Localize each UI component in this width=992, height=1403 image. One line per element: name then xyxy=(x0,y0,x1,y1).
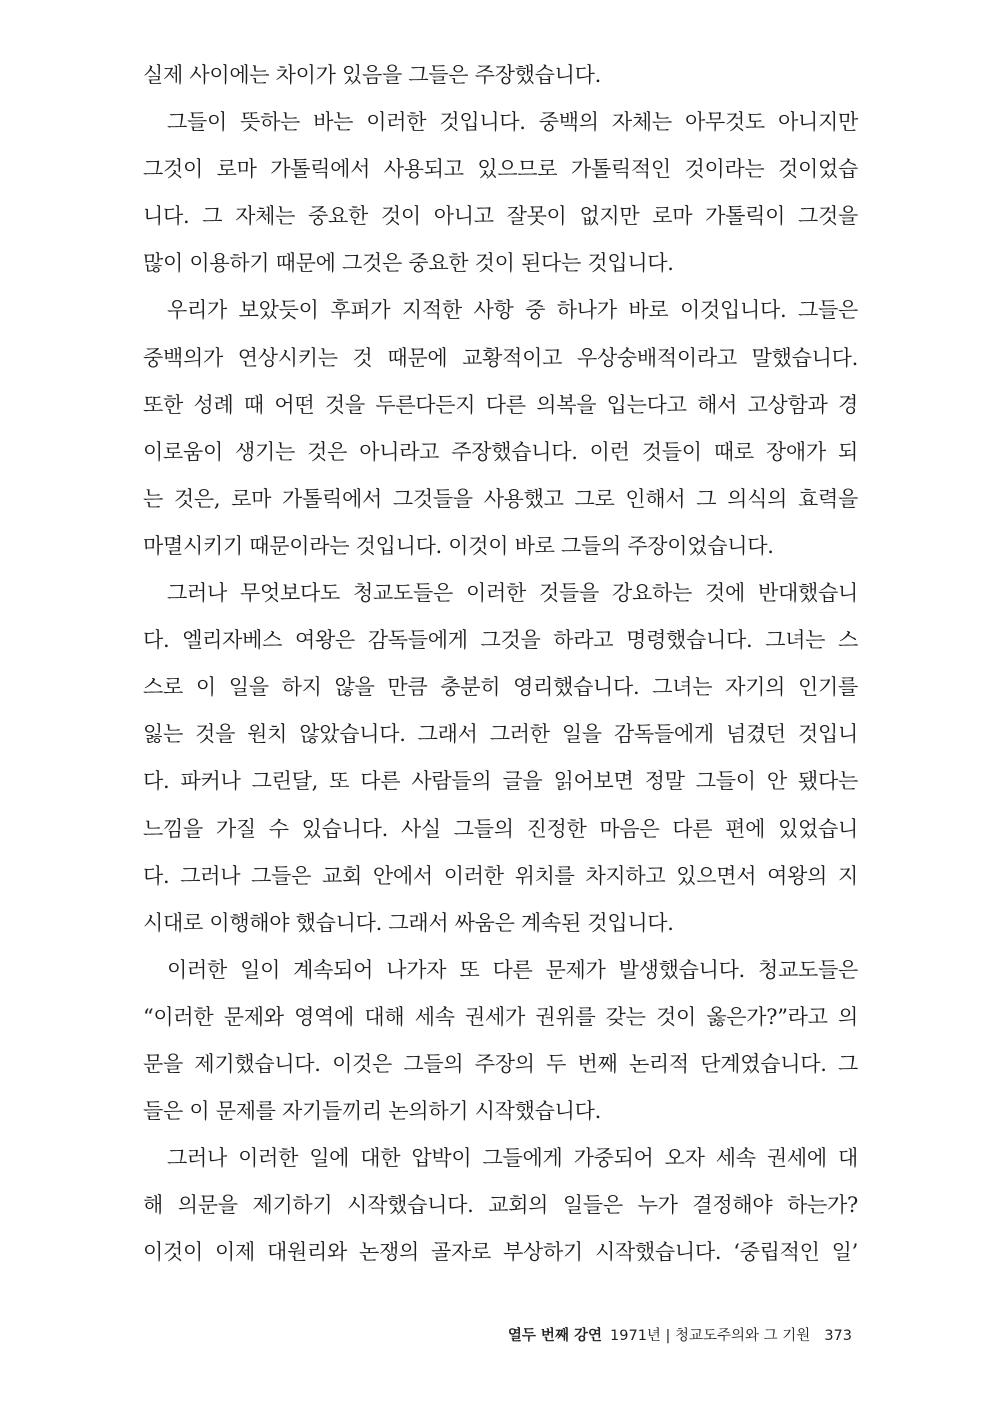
text-line: 그러나 이러한 일에 대한 압박이 그들에게 가중되어 오자 세속 권세에 대 xyxy=(167,1146,858,1171)
text-line: 스로 이 일을 하지 않을 만큼 충분히 영리했습니다. 그녀는 자기의 인기를 xyxy=(143,675,858,700)
text-line: 실제 사이에는 차이가 있음을 그들은 주장했습니다. xyxy=(143,63,601,87)
text-line: 이로움이 생기는 것은 아니라고 주장했습니다. 이런 것들이 때로 장애가 되 xyxy=(143,439,858,464)
page-number: 373 xyxy=(824,1328,852,1344)
paragraph-2 xyxy=(143,99,858,287)
text-line: 문을 제기했습니다. 이것은 그들의 주장의 두 번째 논리적 단계였습니다. 그 xyxy=(143,1051,858,1076)
paragraph-5 xyxy=(143,947,858,1135)
text-line: 많이 이용하기 때문에 그것은 중요한 것이 된다는 것입니다. xyxy=(143,251,674,276)
paragraph-3 xyxy=(143,287,858,570)
text-line: 이것이 이제 대원리와 논쟁의 골자로 부상하기 시작했습니다. ‘중립적인 일’ xyxy=(143,1240,858,1265)
paragraph-4 xyxy=(143,570,858,947)
text-line: 그들이 뜻하는 바는 이러한 것입니다. 중백의 자체는 아무것도 아니지만 xyxy=(167,110,858,135)
text-line: 니다. 그 자체는 중요한 것이 아니고 잘못이 없지만 로마 가톨릭이 그것을 xyxy=(143,204,858,229)
text-line: 그러나 무엇보다도 청교도들은 이러한 것들을 강요하는 것에 반대했습니 xyxy=(167,581,858,606)
text-line: 이러한 일이 계속되어 나가자 또 다른 문제가 발생했습니다. 청교도들은 xyxy=(167,957,858,982)
running-footer xyxy=(508,1324,852,1348)
lecture-title: 열두 번째 강연 xyxy=(507,1328,603,1344)
text-line: 그것이 로마 가톨릭에서 사용되고 있으므로 가톨릭적인 것이라는 것이었습 xyxy=(143,157,858,182)
text-line: 마멸시키기 때문이라는 것입니다. 이것이 바로 그들의 주장이었습니다. xyxy=(143,533,774,558)
text-line: 다. 엘리자베스 여왕은 감독들에게 그것을 하라고 명령했습니다. 그녀는 스 xyxy=(143,628,858,653)
text-line: 다. 그러나 그들은 교회 안에서 이러한 위치를 차지하고 있으면서 여왕의 지 xyxy=(143,863,858,888)
paragraph-1 xyxy=(143,52,858,99)
body-text xyxy=(143,52,858,1276)
text-line: 들은 이 문제를 자기들끼리 논의하기 시작했습니다. xyxy=(143,1099,601,1124)
text-line: 시대로 이행해야 했습니다. 그래서 싸움은 계속된 것입니다. xyxy=(143,910,674,935)
text-line: 느낌을 가질 수 있습니다. 사실 그들의 진정한 마음은 다른 편에 있었습니 xyxy=(143,816,858,841)
text-line: 또한 성례 때 어떤 것을 두른다든지 다른 의복을 입는다고 해서 고상함과 경 xyxy=(143,392,858,417)
text-line: 우리가 보았듯이 후퍼가 지적한 사항 중 하나가 바로 이것입니다. 그들은 xyxy=(167,298,858,323)
text-line: 중백의가 연상시키는 것 때문에 교황적이고 우상숭배적이라고 말했습니다. xyxy=(143,345,858,370)
text-line: 는 것은, 로마 가톨릭에서 그것들을 사용했고 그로 인해서 그 의식의 효력을 xyxy=(143,486,858,511)
text-line: 잃는 것을 원치 않았습니다. 그래서 그러한 일을 감독들에게 넘겼던 것입니 xyxy=(143,722,858,747)
chapter-subtitle: 1971년 | 청교도주의와 그 기원 xyxy=(610,1328,811,1344)
text-line: 해 의문을 제기하기 시작했습니다. 교회의 일들은 누가 결정해야 하는가? xyxy=(143,1193,858,1218)
text-line: 다. 파커나 그린달, 또 다른 사람들의 글을 읽어보면 정말 그들이 안 됐다는 xyxy=(143,769,858,794)
text-line: “이러한 문제와 영역에 대해 세속 권세가 권위를 갖는 것이 옳은가?”라고 의 xyxy=(143,1004,858,1029)
paragraph-6 xyxy=(143,1135,858,1276)
